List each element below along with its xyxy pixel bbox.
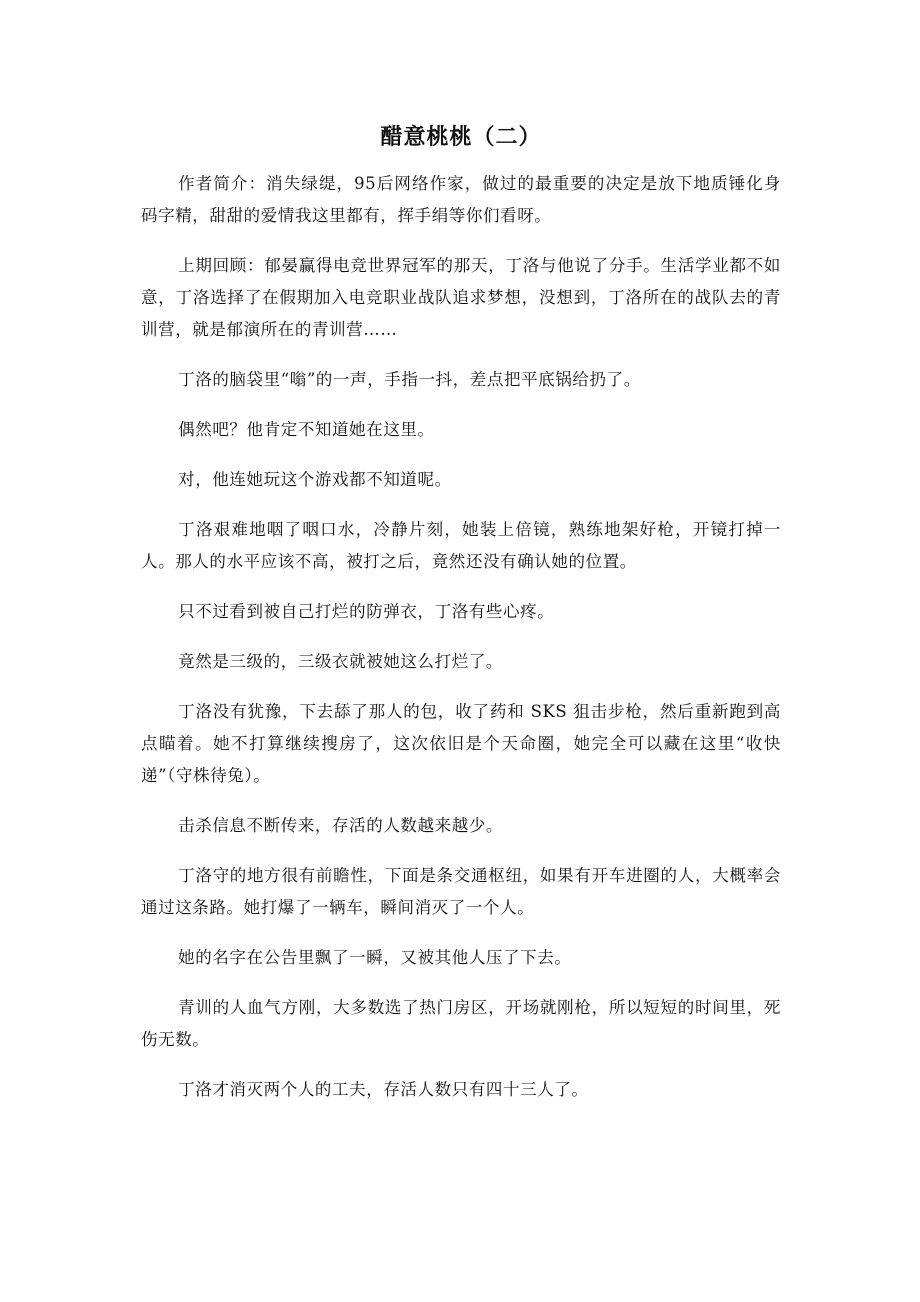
paragraph: 竟然是三级的，三级衣就被她这么打烂了。: [178, 652, 504, 671]
paragraph: 青训的人血气方刚，大多数选了热门房区，开场就刚枪，所以短短的时间里，死伤无数。: [141, 998, 781, 1049]
paragraph: 丁洛艰难地咽了咽口水，冷静片刻，她装上倍镜，熟练地架好枪，开镜打掉一人。那人的水平应该不高，被打之后，竟然还没有确认她的位置。: [141, 520, 781, 571]
paragraph: 偶然吧？他肯定不知道她在这里。: [178, 420, 435, 439]
paragraph: 只不过看到被自己打烂的防弹衣，丁洛有些心疼。: [178, 602, 555, 621]
paragraph-previous-recap: 上期回顾：郁晏赢得电竞世界冠军的那天，丁洛与他说了分手。生活学业都不如意，丁洛选择了在假期加入电竞职业战队追求梦想，没想到，丁洛所在的战队去的青训营，就是郁演所在的青训营……: [141, 256, 781, 339]
paragraph-author-intro: 作者简介：消失绿缇，95后网络作家，做过的最重要的决定是放下地质锤化身码字精，甜甜的爱情我这里都有，挥手绢等你们看呀。: [141, 174, 781, 225]
paragraph: 丁洛守的地方很有前瞻性，下面是条交通枢纽，如果有开车进圈的人，大概率会通过这条路。她打爆了一辆车，瞬间消灭了一个人。: [141, 866, 781, 917]
document-page: [141, 118, 781, 1124]
paragraph: 丁洛没有犹豫，下去舔了那人的包，收了药和 SKS 狙击步枪，然后重新跑到高点瞄着。她不打算继续搜房了，这次依旧是个天命圈，她完全可以藏在这里“收快递”（守株待兔）。: [141, 702, 781, 785]
paragraph: 击杀信息不断传来，存活的人数越来越少。: [178, 816, 504, 835]
paragraph: 对，他连她玩这个游戏都不知道呢。: [178, 470, 452, 489]
document-title: 醋意桃桃（二）: [380, 125, 542, 150]
paragraph: 丁洛才消灭两个人的工夫，存活人数只有四十三人了。: [178, 1080, 589, 1099]
paragraph: 丁洛的脑袋里“嗡”的一声，手指一抖，差点把平底锅给扔了。: [178, 370, 641, 389]
paragraph: 她的名字在公告里飘了一瞬，又被其他人压了下去。: [178, 948, 572, 967]
